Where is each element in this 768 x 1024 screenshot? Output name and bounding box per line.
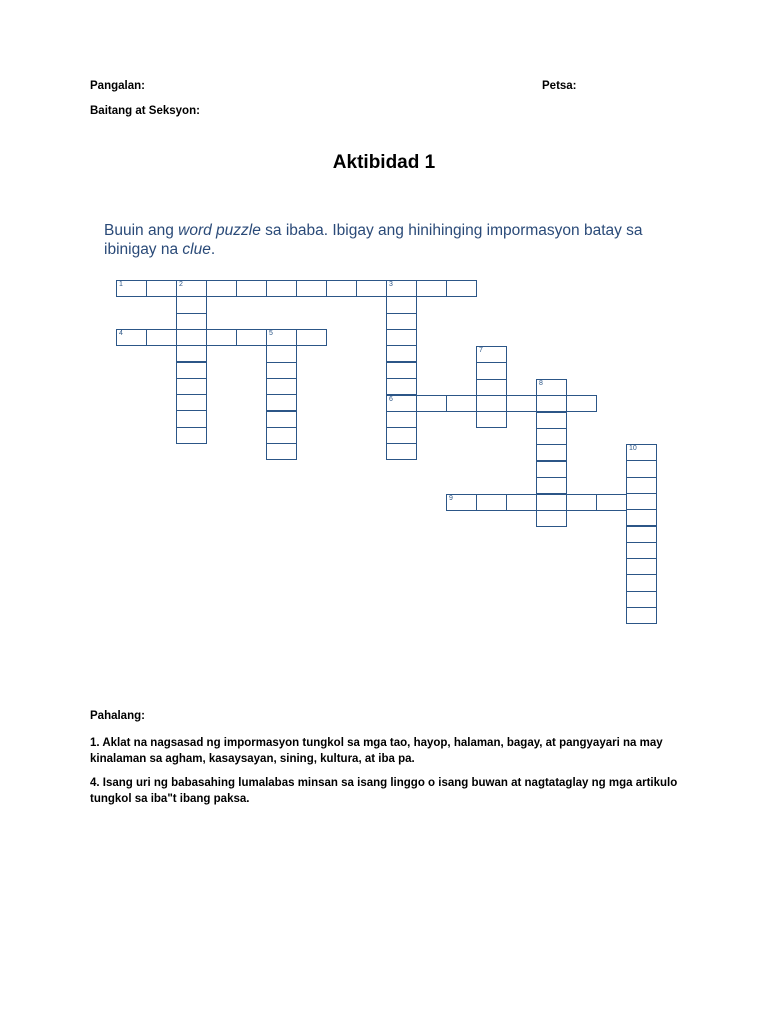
- clue-number-label: 5: [269, 330, 273, 337]
- crossword-cell[interactable]: [506, 494, 537, 511]
- crossword-cell[interactable]: [266, 411, 297, 428]
- crossword-cell[interactable]: [386, 427, 417, 444]
- crossword-cell[interactable]: [176, 345, 207, 362]
- clue-number-label: 4: [119, 330, 123, 337]
- name-label: Pangalan:: [90, 80, 145, 92]
- crossword-cell[interactable]: [236, 280, 267, 297]
- crossword-cell[interactable]: [536, 379, 567, 396]
- crossword-cell[interactable]: [266, 378, 297, 395]
- instruction-part-1: Buuin ang: [104, 222, 179, 239]
- grade-section-label: Baitang at Seksyon:: [90, 105, 200, 117]
- clue-number-label: 10: [629, 445, 637, 452]
- crossword-cell[interactable]: [626, 493, 657, 510]
- clues-heading-across: Pahalang:: [90, 710, 145, 722]
- crossword-cell[interactable]: [536, 509, 567, 526]
- crossword-cell[interactable]: [476, 395, 507, 412]
- crossword-cell[interactable]: [176, 410, 207, 427]
- crossword-cell[interactable]: [296, 280, 327, 297]
- crossword-cell[interactable]: [506, 395, 537, 412]
- crossword-cell[interactable]: [536, 428, 567, 445]
- crossword-cell[interactable]: [386, 410, 417, 427]
- crossword-cell[interactable]: [626, 477, 657, 494]
- crossword-cell[interactable]: [476, 379, 507, 396]
- crossword-cell[interactable]: [416, 395, 447, 412]
- crossword-cell[interactable]: [146, 280, 177, 297]
- crossword-cell[interactable]: [626, 526, 657, 543]
- clue-item-1: 1. Aklat na nagsasad ng impormasyon tungkol sa mga tao, hayop, halaman, bagay, at pangyayari na may kinalaman sa agham, kasaysayan, sining, kultura, at iba pa.: [90, 737, 663, 765]
- instruction-part-3: sa ibaba. Ibigay ang hinihinging impormasyon batay sa ibinigay na: [104, 222, 643, 258]
- crossword-cell[interactable]: [476, 411, 507, 428]
- crossword-cell[interactable]: [626, 509, 657, 526]
- crossword-cell[interactable]: [176, 313, 207, 330]
- crossword-cell[interactable]: [626, 607, 657, 624]
- crossword-cell[interactable]: [266, 329, 297, 346]
- crossword-cell[interactable]: [476, 362, 507, 379]
- crossword-cell[interactable]: [266, 443, 297, 460]
- date-label: Petsa:: [542, 80, 577, 92]
- crossword-cell[interactable]: [116, 329, 147, 346]
- crossword-cell[interactable]: [176, 362, 207, 379]
- crossword-cell[interactable]: [416, 280, 447, 297]
- crossword-cell[interactable]: [176, 296, 207, 313]
- clue-number-label: 1: [119, 281, 123, 288]
- crossword-cell[interactable]: [566, 494, 597, 511]
- crossword-cell[interactable]: [266, 345, 297, 362]
- crossword-cell[interactable]: [176, 280, 207, 297]
- crossword-cell[interactable]: [626, 558, 657, 575]
- clue-number-label: 6: [389, 396, 393, 403]
- crossword-cell[interactable]: [536, 494, 567, 511]
- crossword-cell[interactable]: [476, 494, 507, 511]
- crossword-cell[interactable]: [176, 427, 207, 444]
- crossword-cell[interactable]: [386, 280, 417, 297]
- clue-number-label: 2: [179, 281, 183, 288]
- clue-number-label: 7: [479, 347, 483, 354]
- crossword-cell[interactable]: [626, 460, 657, 477]
- clue-number-label: 8: [539, 380, 543, 387]
- crossword-cell[interactable]: [236, 329, 267, 346]
- instruction-italic-clue: clue: [182, 241, 211, 258]
- crossword-cell[interactable]: [596, 494, 627, 511]
- crossword-cell[interactable]: [536, 477, 567, 494]
- crossword-cell[interactable]: [176, 394, 207, 411]
- crossword-cell[interactable]: [446, 494, 477, 511]
- crossword-cell[interactable]: [626, 591, 657, 608]
- crossword-cell[interactable]: [356, 280, 387, 297]
- crossword-cell[interactable]: [536, 444, 567, 461]
- clue-number-label: 9: [449, 495, 453, 502]
- crossword-cell[interactable]: [386, 345, 417, 362]
- crossword-cell[interactable]: [266, 280, 297, 297]
- clue-number-label: 3: [389, 281, 393, 288]
- crossword-cell[interactable]: [386, 378, 417, 395]
- crossword-cell[interactable]: [266, 362, 297, 379]
- crossword-cell[interactable]: [446, 280, 477, 297]
- crossword-cell[interactable]: [146, 329, 177, 346]
- crossword-cell[interactable]: [386, 313, 417, 330]
- crossword-cell[interactable]: [536, 461, 567, 478]
- crossword-cell[interactable]: [176, 378, 207, 395]
- crossword-cell[interactable]: [536, 395, 567, 412]
- crossword-cell[interactable]: [566, 395, 597, 412]
- instruction-italic-word-puzzle: word puzzle: [178, 222, 261, 239]
- crossword-cell[interactable]: [206, 329, 237, 346]
- crossword-cell[interactable]: [266, 394, 297, 411]
- crossword-cell[interactable]: [476, 346, 507, 363]
- page-title: Aktibidad 1: [332, 152, 436, 173]
- instruction-part-5: .: [210, 241, 216, 258]
- crossword-cell[interactable]: [626, 574, 657, 591]
- crossword-cell[interactable]: [446, 395, 477, 412]
- crossword-cell[interactable]: [206, 280, 237, 297]
- crossword-cell[interactable]: [386, 329, 417, 346]
- crossword-cell[interactable]: [176, 329, 207, 346]
- crossword-cell[interactable]: [536, 412, 567, 429]
- crossword-cell[interactable]: [386, 296, 417, 313]
- crossword-cell[interactable]: [296, 329, 327, 346]
- crossword-cell[interactable]: [626, 444, 657, 461]
- crossword-cell[interactable]: [116, 280, 147, 297]
- crossword-cell[interactable]: [326, 280, 357, 297]
- crossword-cell[interactable]: [266, 427, 297, 444]
- crossword-cell[interactable]: [386, 362, 417, 379]
- instruction-text: [104, 221, 664, 259]
- clue-item-4: 4. Isang uri ng babasahing lumalabas minsan sa isang linggo o isang buwan at nagtataglay ng mga artikulo tungkol sa iba"t ibang paksa.: [90, 777, 678, 805]
- crossword-cell[interactable]: [386, 395, 417, 412]
- crossword-cell[interactable]: [626, 542, 657, 559]
- crossword-cell[interactable]: [386, 443, 417, 460]
